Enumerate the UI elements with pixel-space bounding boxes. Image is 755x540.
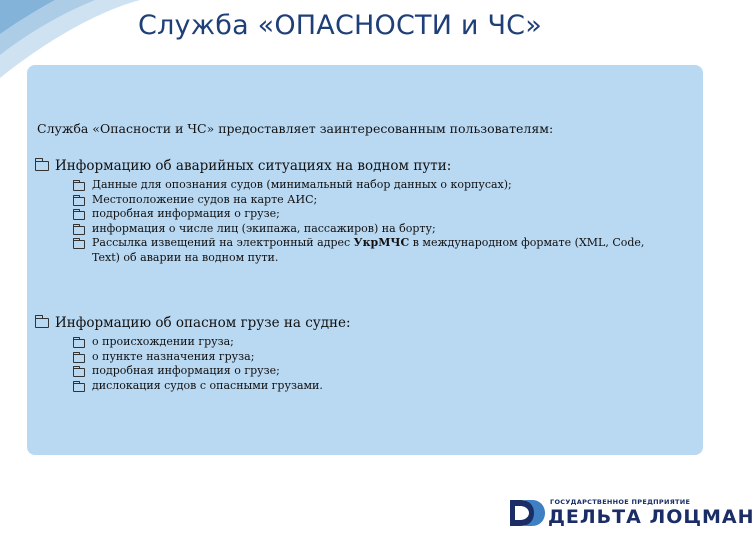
folder-icon: [73, 383, 85, 392]
content-panel: [27, 65, 703, 455]
folder-icon: [73, 226, 85, 235]
folder-icon: [73, 339, 85, 348]
folder-icon: [73, 368, 85, 377]
bold-org-name: УкрМЧС: [353, 236, 410, 249]
folder-icon: [73, 240, 85, 249]
list-item: информация о числе лиц (экипажа, пассажиров) на борту;: [73, 222, 662, 237]
list-item: о происхождении груза;: [73, 335, 662, 350]
folder-icon: [35, 318, 49, 328]
delta-locman-logo: [508, 496, 755, 530]
list-item: дислокация судов с опасными грузами.: [73, 379, 662, 394]
bullet-list: [73, 335, 662, 393]
folder-icon: [73, 197, 85, 206]
logo-mark-icon: [508, 498, 546, 528]
section-dangerous-cargo: [35, 315, 662, 393]
folder-icon: [73, 354, 85, 363]
section-heading: Информацию об опасном грузе на судне:: [55, 315, 351, 331]
folder-icon: [35, 161, 49, 171]
logo-subtitle: ГОСУДАРСТВЕННОЕ ПРЕДПРИЯТИЕ: [550, 498, 691, 506]
section-accidents: [35, 158, 662, 265]
slide-title: Служба «ОПАСНОСТИ и ЧС»: [138, 10, 542, 41]
intro-text: Служба «Опасности и ЧС» предоставляет заинтересованным пользователям:: [37, 121, 554, 136]
folder-icon: [73, 211, 85, 220]
bullet-list: [73, 178, 662, 265]
list-item: Местоположение судов на карте АИС;: [73, 193, 662, 208]
list-item: подробная информация о грузе;: [73, 364, 662, 379]
list-item: о пункте назначения груза;: [73, 350, 662, 365]
list-item: [73, 236, 662, 265]
logo-name: ДЕЛЬТА ЛОЦМАН: [548, 506, 755, 528]
list-item: Данные для опознания судов (минимальный набор данных о корпусах);: [73, 178, 662, 193]
folder-icon: [73, 182, 85, 191]
list-item-text: Рассылка извещений на электронный адрес УкрМЧС в международном формате (XML, Code, Text) об аварии на водном пути.: [92, 236, 645, 264]
list-item: подробная информация о грузе;: [73, 207, 662, 222]
section-heading: Информацию об аварийных ситуациях на водном пути:: [55, 158, 452, 174]
